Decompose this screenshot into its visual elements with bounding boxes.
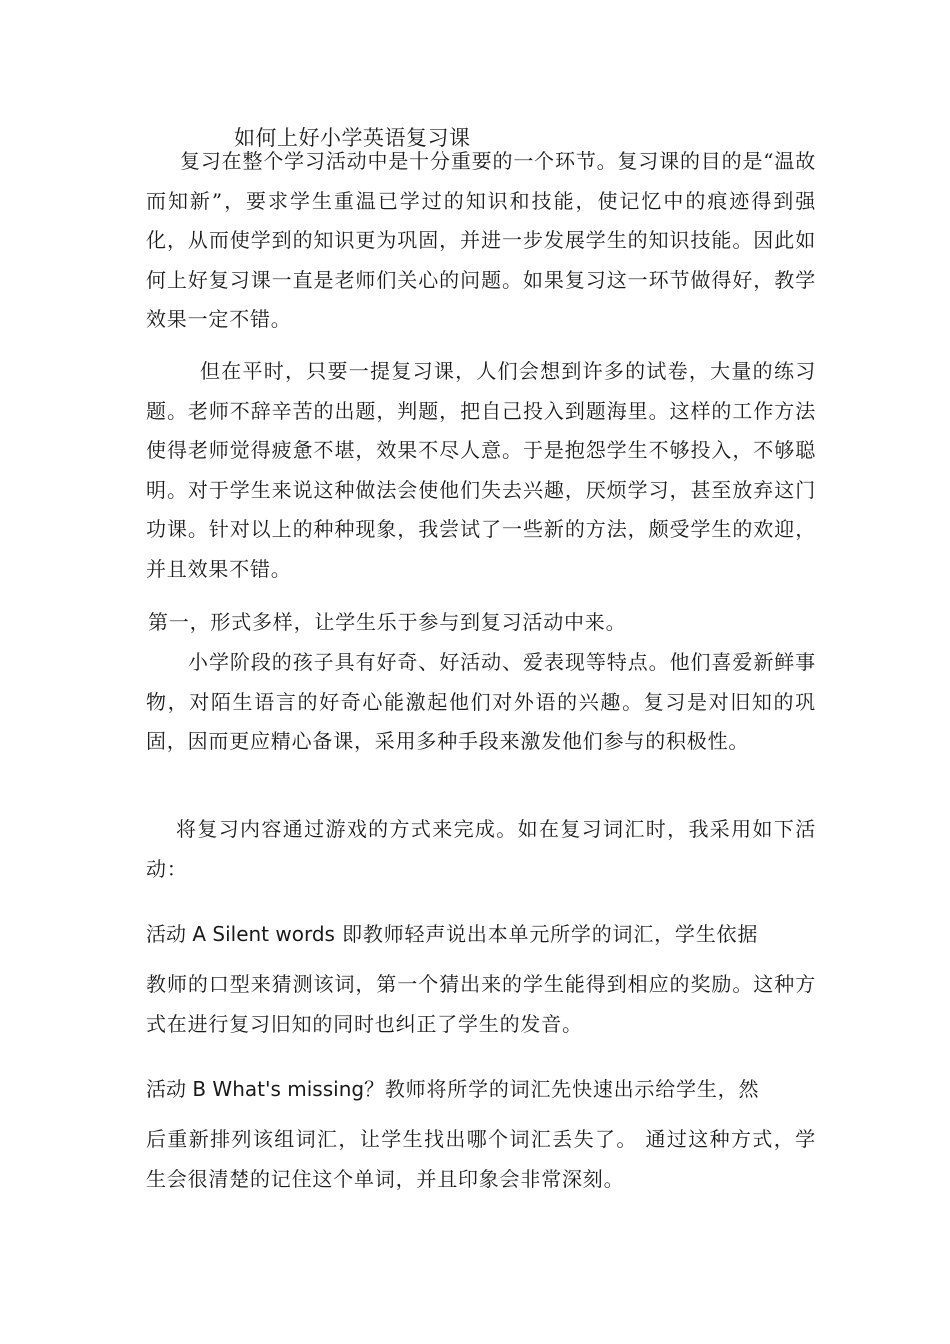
paragraph-games: 将复习内容通过游戏的方式来完成。如在复习词汇时，我采用如下活动： <box>146 817 816 881</box>
activity-b-first-line <box>146 1073 759 1102</box>
activity-b-label: 活动 B What's missing <box>146 1077 365 1101</box>
activity-a-text-start: 即教师轻声说出本单元所学的词汇，学生依据 <box>334 922 759 946</box>
activity-b-description: 后重新排列该组词汇，让学生找出哪个词汇丢失了。 通过这种方式，学生会很清楚的记住这个单词，并且印象会非常深刻。 <box>146 1127 816 1191</box>
activity-a-first-line <box>146 918 758 947</box>
activity-b-text-start: ？教师将所学的词汇先快速出示给学生，然 <box>364 1077 760 1101</box>
paragraph-children: 小学阶段的孩子具有好奇、好活动、爱表现等特点。他们喜爱新鲜事物，对陌生语言的好奇心能激起他们对外语的兴趣。复习是对旧知的巩固，因而更应精心备课，采用多种手段来激发他们参与的积极性。 <box>146 650 816 754</box>
activity-a-label: 活动 A Silent words <box>146 922 335 946</box>
document-title: 如何上好小学英语复习课 <box>234 126 471 150</box>
paragraph-intro: 复习在整个学习活动中是十分重要的一个环节。复习课的目的是“温故而知新”，要求学生重温已学过的知识和技能，使记忆中的痕迹得到强化，从而使学到的知识更为巩固，并进一步发展学生的知识技能。因此如何上好复习课一直是老师们关心的问题。如果复习这一环节做得好，教学效果一定不错。 <box>146 149 816 332</box>
paragraph-problem: 但在平时，只要一提复习课，人们会想到许多的试卷，大量的练习题。老师不辞辛苦的出题，判题，把自己投入到题海里。这样的工作方法使得老师觉得疲惫不堪，效果不尽人意。于是抱怨学生不够投入，不够聪明。对于学生来说这种做法会使他们失去兴趣，厌烦学习，甚至放弃这门功课。针对以上的种种现象，我尝试了一些新的方法，颇受学生的欢迎，并且效果不错。 <box>146 359 816 581</box>
activity-a-description: 教师的口型来猜测该词，第一个猜出来的学生能得到相应的奖励。这种方式在进行复习旧知的同时也纠正了学生的发音。 <box>146 972 816 1036</box>
section-heading-first: 第一，形式多样，让学生乐于参与到复习活动中来。 <box>148 610 627 634</box>
